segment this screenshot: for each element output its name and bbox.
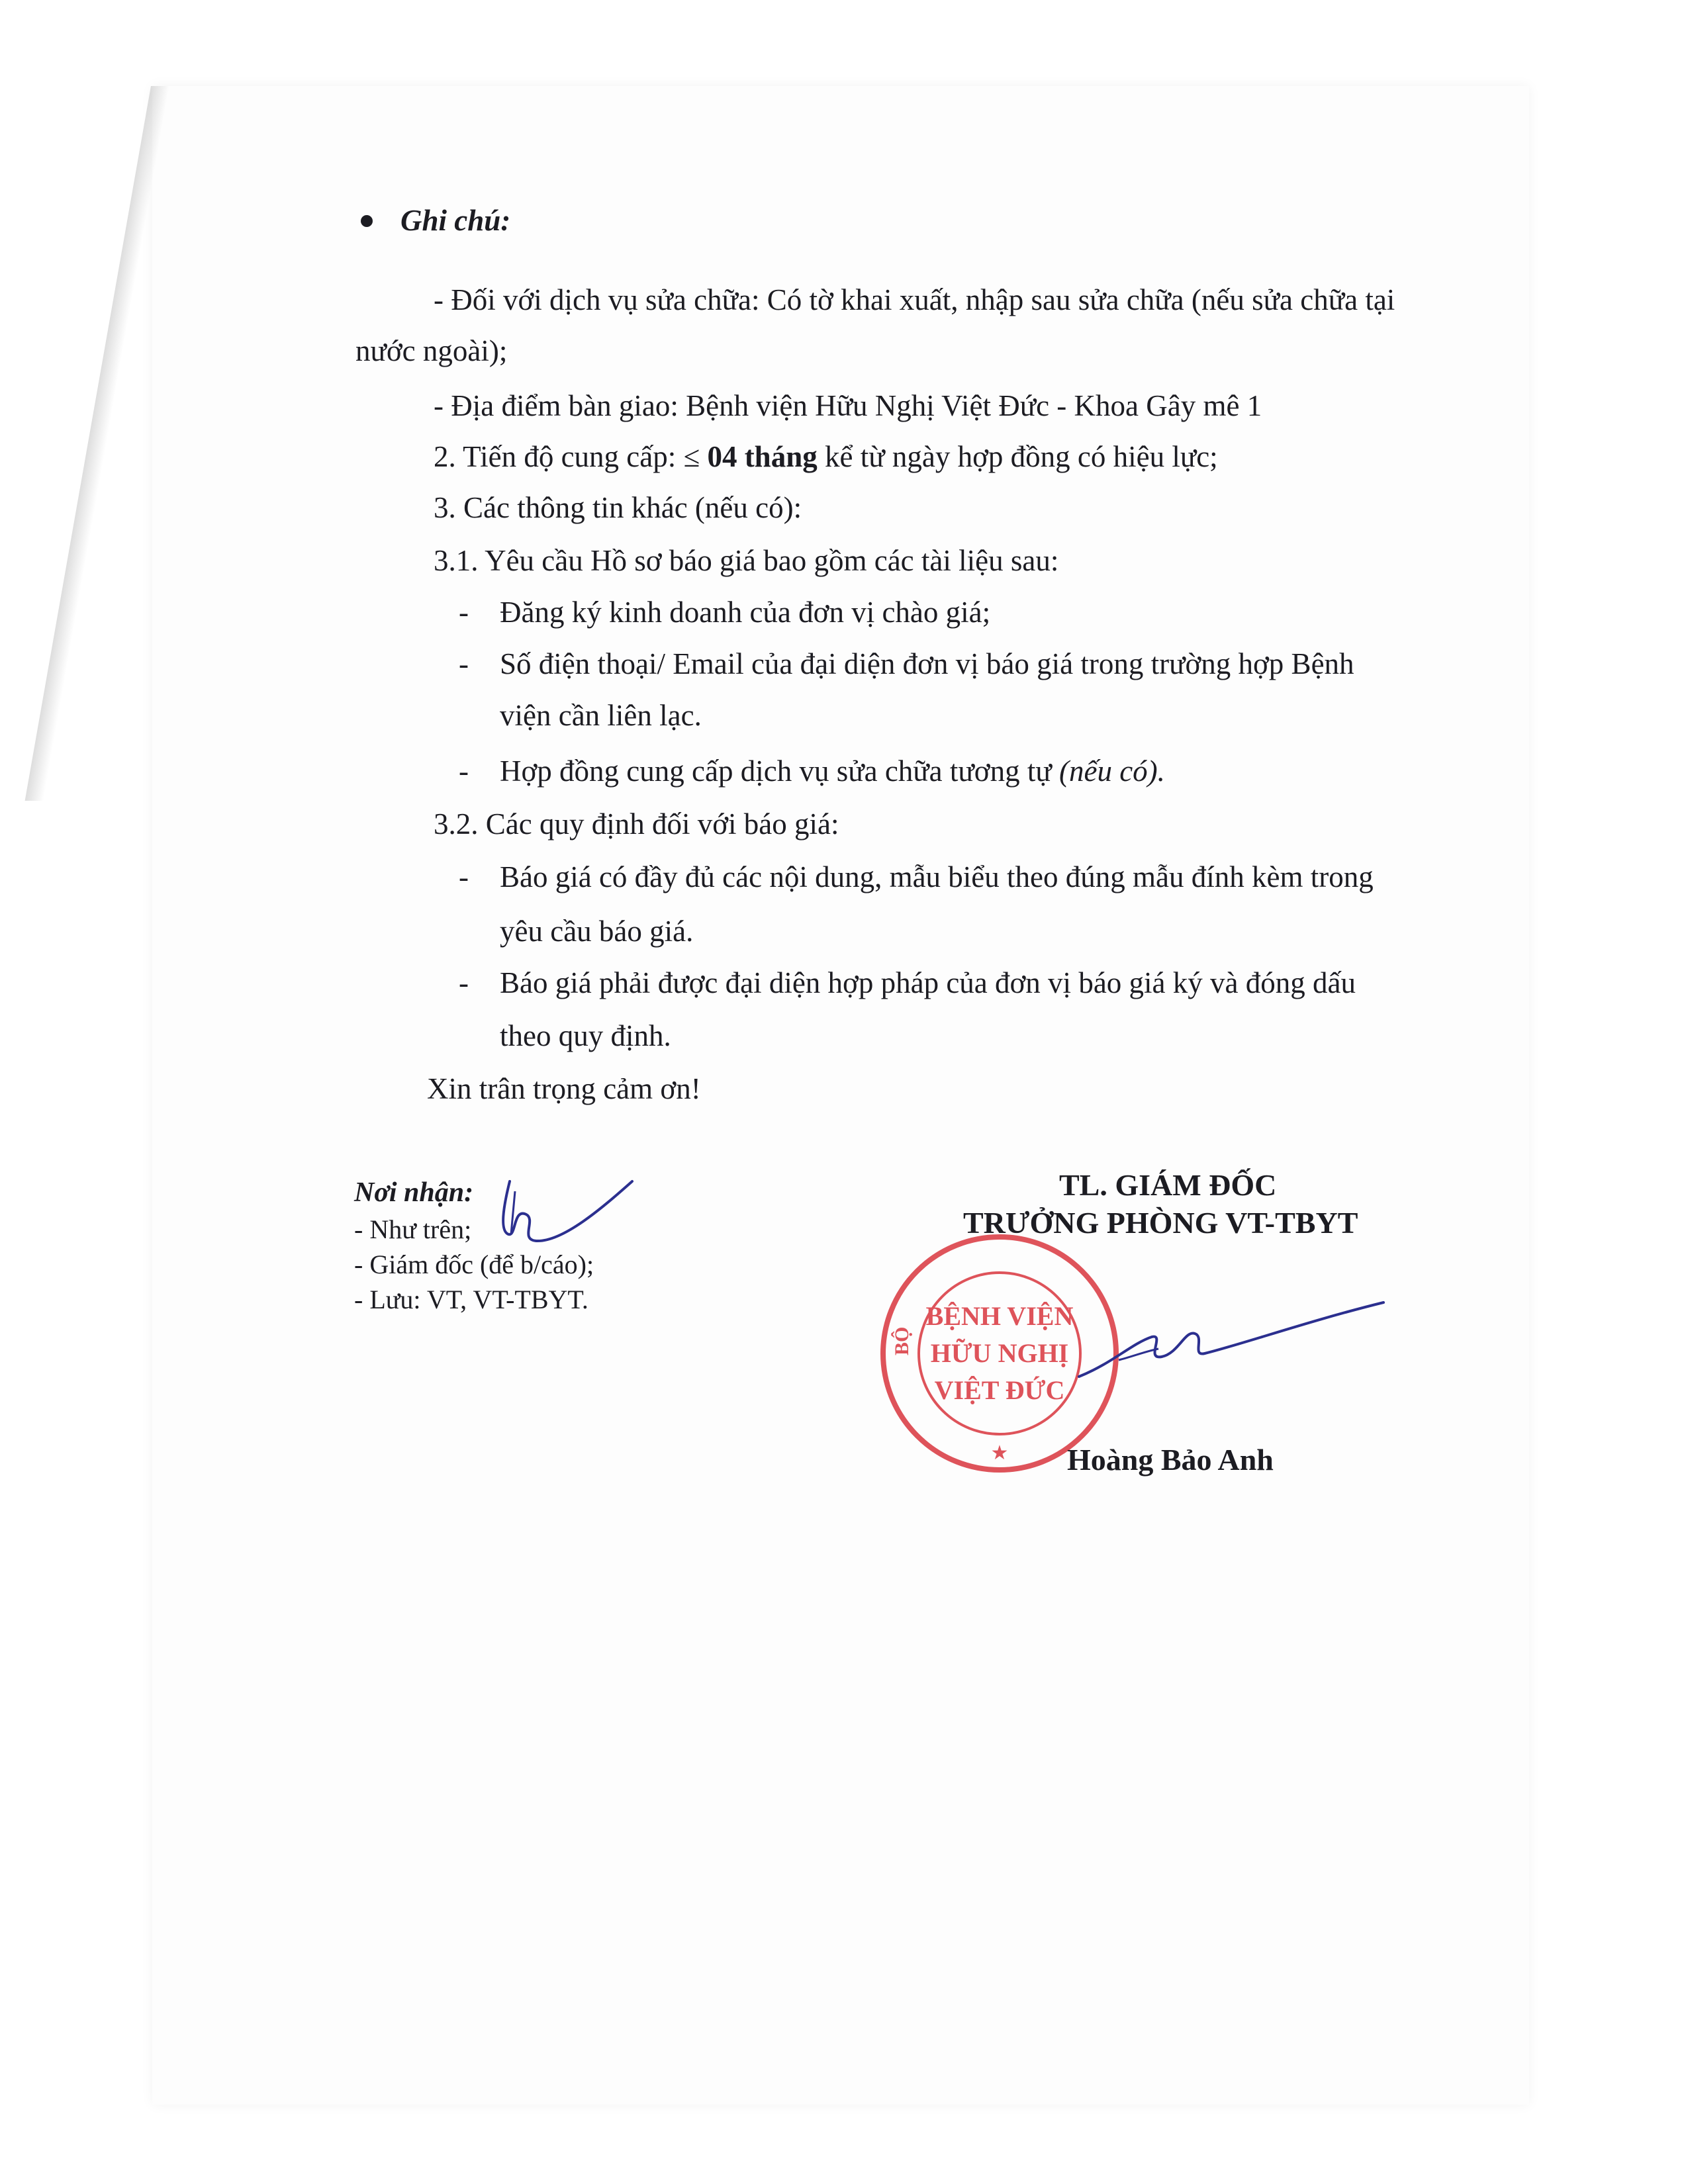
bullet-icon [361,215,373,227]
signer-name: Hoàng Bảo Anh [1067,1443,1274,1477]
requirement-item-continued: viện cần liên lạc. [500,699,702,732]
recipient-item: - Giám đốc (để b/cáo); [354,1250,594,1279]
seal-text: HỮU NGHỊ [930,1338,1069,1368]
initials-signature-icon [490,1168,642,1254]
notes-heading: Ghi chú: [361,204,510,238]
scan-edge-shadow [25,86,169,801]
repair-doc-line2: nước ngoài); [355,334,508,367]
recipient-item: - Như trên; [354,1214,472,1244]
seal-text: BỆNH VIỆN [925,1301,1074,1331]
handover-location: - Địa điểm bàn giao: Bệnh viện Hữu Nghị Việt Đức - Khoa Gây mê 1 [434,389,1262,422]
requirements-heading: 3.1. Yêu cầu Hồ sơ báo giá bao gồm các tài liệu sau: [434,544,1059,577]
rule-item: - Báo giá có đầy đủ các nội dung, mẫu biểu theo đúng mẫu đính kèm trong [459,860,1374,893]
closing-line: Xin trân trọng cảm ơn! [427,1072,701,1105]
delivery-duration: 04 tháng [707,440,818,473]
star-icon: ★ [990,1442,1009,1464]
seal-text: VIỆT ĐỨC [934,1375,1065,1405]
other-info-heading: 3. Các thông tin khác (nếu có): [434,491,802,524]
recipients-heading: Nơi nhận: [354,1177,474,1208]
rule-item: - Báo giá phải được đại diện hợp pháp của đơn vị báo giá ký và đóng dấu [459,966,1356,999]
delivery-schedule: 2. Tiến độ cung cấp: ≤ 04 tháng kể từ ngày hợp đồng có hiệu lực; [434,440,1218,473]
rule-item-continued: theo quy định. [500,1019,671,1052]
rule-item-continued: yêu cầu báo giá. [500,915,694,948]
seal-side-text: BỘ [891,1326,913,1355]
signature-title2: TRƯỞNG PHÒNG VT-TBYT [963,1206,1358,1240]
rules-heading: 3.2. Các quy định đối với báo giá: [434,807,839,841]
requirement-item: - Số điện thoại/ Email của đại diện đơn vị báo giá trong trường hợp Bệnh [459,647,1354,680]
requirement-item: - Đăng ký kinh doanh của đơn vị chào giá; [459,596,991,629]
requirement-item: - Hợp đồng cung cấp dịch vụ sửa chữa tương tự (nếu có). [459,754,1165,788]
signature-title1: TL. GIÁM ĐỐC [1059,1168,1277,1202]
repair-doc-line1: - Đối với dịch vụ sửa chữa: Có tờ khai xuất, nhập sau sửa chữa (nếu sửa chữa tại [434,283,1395,316]
director-signature-icon [1072,1297,1390,1396]
recipient-item: - Lưu: VT, VT-TBYT. [354,1285,588,1314]
